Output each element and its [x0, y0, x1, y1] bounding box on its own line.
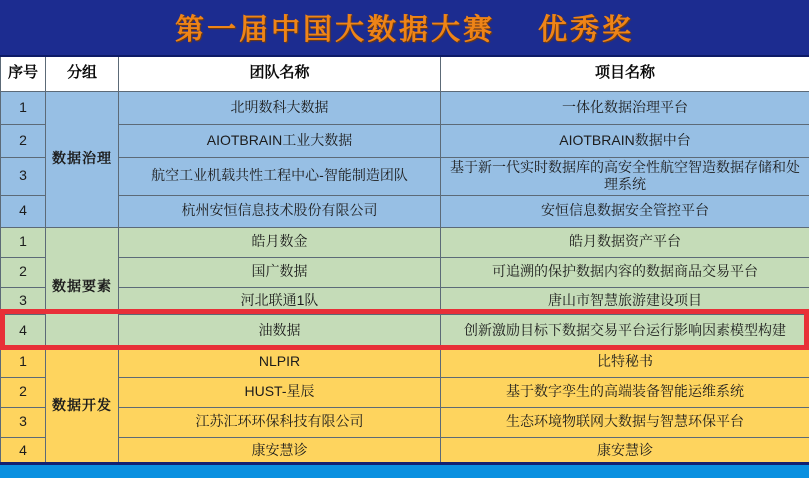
team-name: 杭州安恒信息技术股份有限公司: [119, 195, 441, 227]
row-number: 1: [1, 91, 46, 124]
table-row: [1, 157, 809, 195]
project-name: 可追溯的保护数据内容的数据商品交易平台: [441, 257, 809, 287]
bottom-strip: [0, 465, 809, 478]
table-row: [1, 287, 809, 314]
project-name: 一体化数据治理平台: [441, 91, 809, 124]
team-name: 航空工业机载共性工程中心-智能制造团队: [119, 157, 441, 195]
header-team: 团队名称: [119, 56, 441, 91]
row-number: 3: [1, 287, 46, 314]
table-row: [1, 124, 809, 157]
table-row: [1, 437, 809, 464]
team-name: HUST-星辰: [119, 377, 441, 407]
project-name: 皓月数据资产平台: [441, 227, 809, 257]
project-name: 基于新一代实时数据库的高安全性航空智造数据存储和处理系统: [441, 157, 809, 195]
project-name: 安恒信息数据安全管控平台: [441, 195, 809, 227]
team-name: 康安慧诊: [119, 437, 441, 464]
row-number: 4: [1, 195, 46, 227]
team-name: NLPIR: [119, 347, 441, 377]
table-row: [1, 407, 809, 437]
project-name: 康安慧诊: [441, 437, 809, 464]
title-bar: [0, 0, 809, 55]
page-title: 第一届中国大数据大赛 优秀奖: [174, 14, 635, 46]
project-name: 创新激励目标下数据交易平台运行影响因素模型构建: [441, 314, 809, 347]
team-name: 江苏汇环环保科技有限公司: [119, 407, 441, 437]
row-number: 1: [1, 347, 46, 377]
table-row-highlighted: [1, 314, 809, 347]
row-number: 3: [1, 157, 46, 195]
group-label: 数据要素: [46, 227, 119, 347]
project-name: 唐山市智慧旅游建设项目: [441, 287, 809, 314]
project-name: 生态环境物联网大数据与智慧环保平台: [441, 407, 809, 437]
table-row: [1, 377, 809, 407]
team-name: 河北联通1队: [119, 287, 441, 314]
header-num: 序号: [1, 56, 46, 91]
row-number: 4: [1, 314, 46, 347]
project-name: 比特秘书: [441, 347, 809, 377]
header-group: 分组: [46, 56, 119, 91]
table-row: [1, 91, 809, 124]
table-row: [1, 195, 809, 227]
project-name: 基于数字孪生的高端装备智能运维系统: [441, 377, 809, 407]
project-name: AIOTBRAIN数据中台: [441, 124, 809, 157]
team-name: 油数据: [119, 314, 441, 347]
row-number: 1: [1, 227, 46, 257]
table-header-row: [1, 56, 809, 91]
team-name: AIOTBRAIN工业大数据: [119, 124, 441, 157]
table-row: [1, 257, 809, 287]
group-label: 数据开发: [46, 347, 119, 464]
row-number: 2: [1, 377, 46, 407]
team-name: 北明数科大数据: [119, 91, 441, 124]
row-number: 4: [1, 437, 46, 464]
row-number: 3: [1, 407, 46, 437]
team-name: 国广数据: [119, 257, 441, 287]
awards-table: [0, 55, 809, 465]
team-name: 皓月数金: [119, 227, 441, 257]
header-project: 项目名称: [441, 56, 809, 91]
table-row: [1, 347, 809, 377]
row-number: 2: [1, 124, 46, 157]
group-label: 数据治理: [46, 91, 119, 227]
row-number: 2: [1, 257, 46, 287]
table-row: [1, 227, 809, 257]
